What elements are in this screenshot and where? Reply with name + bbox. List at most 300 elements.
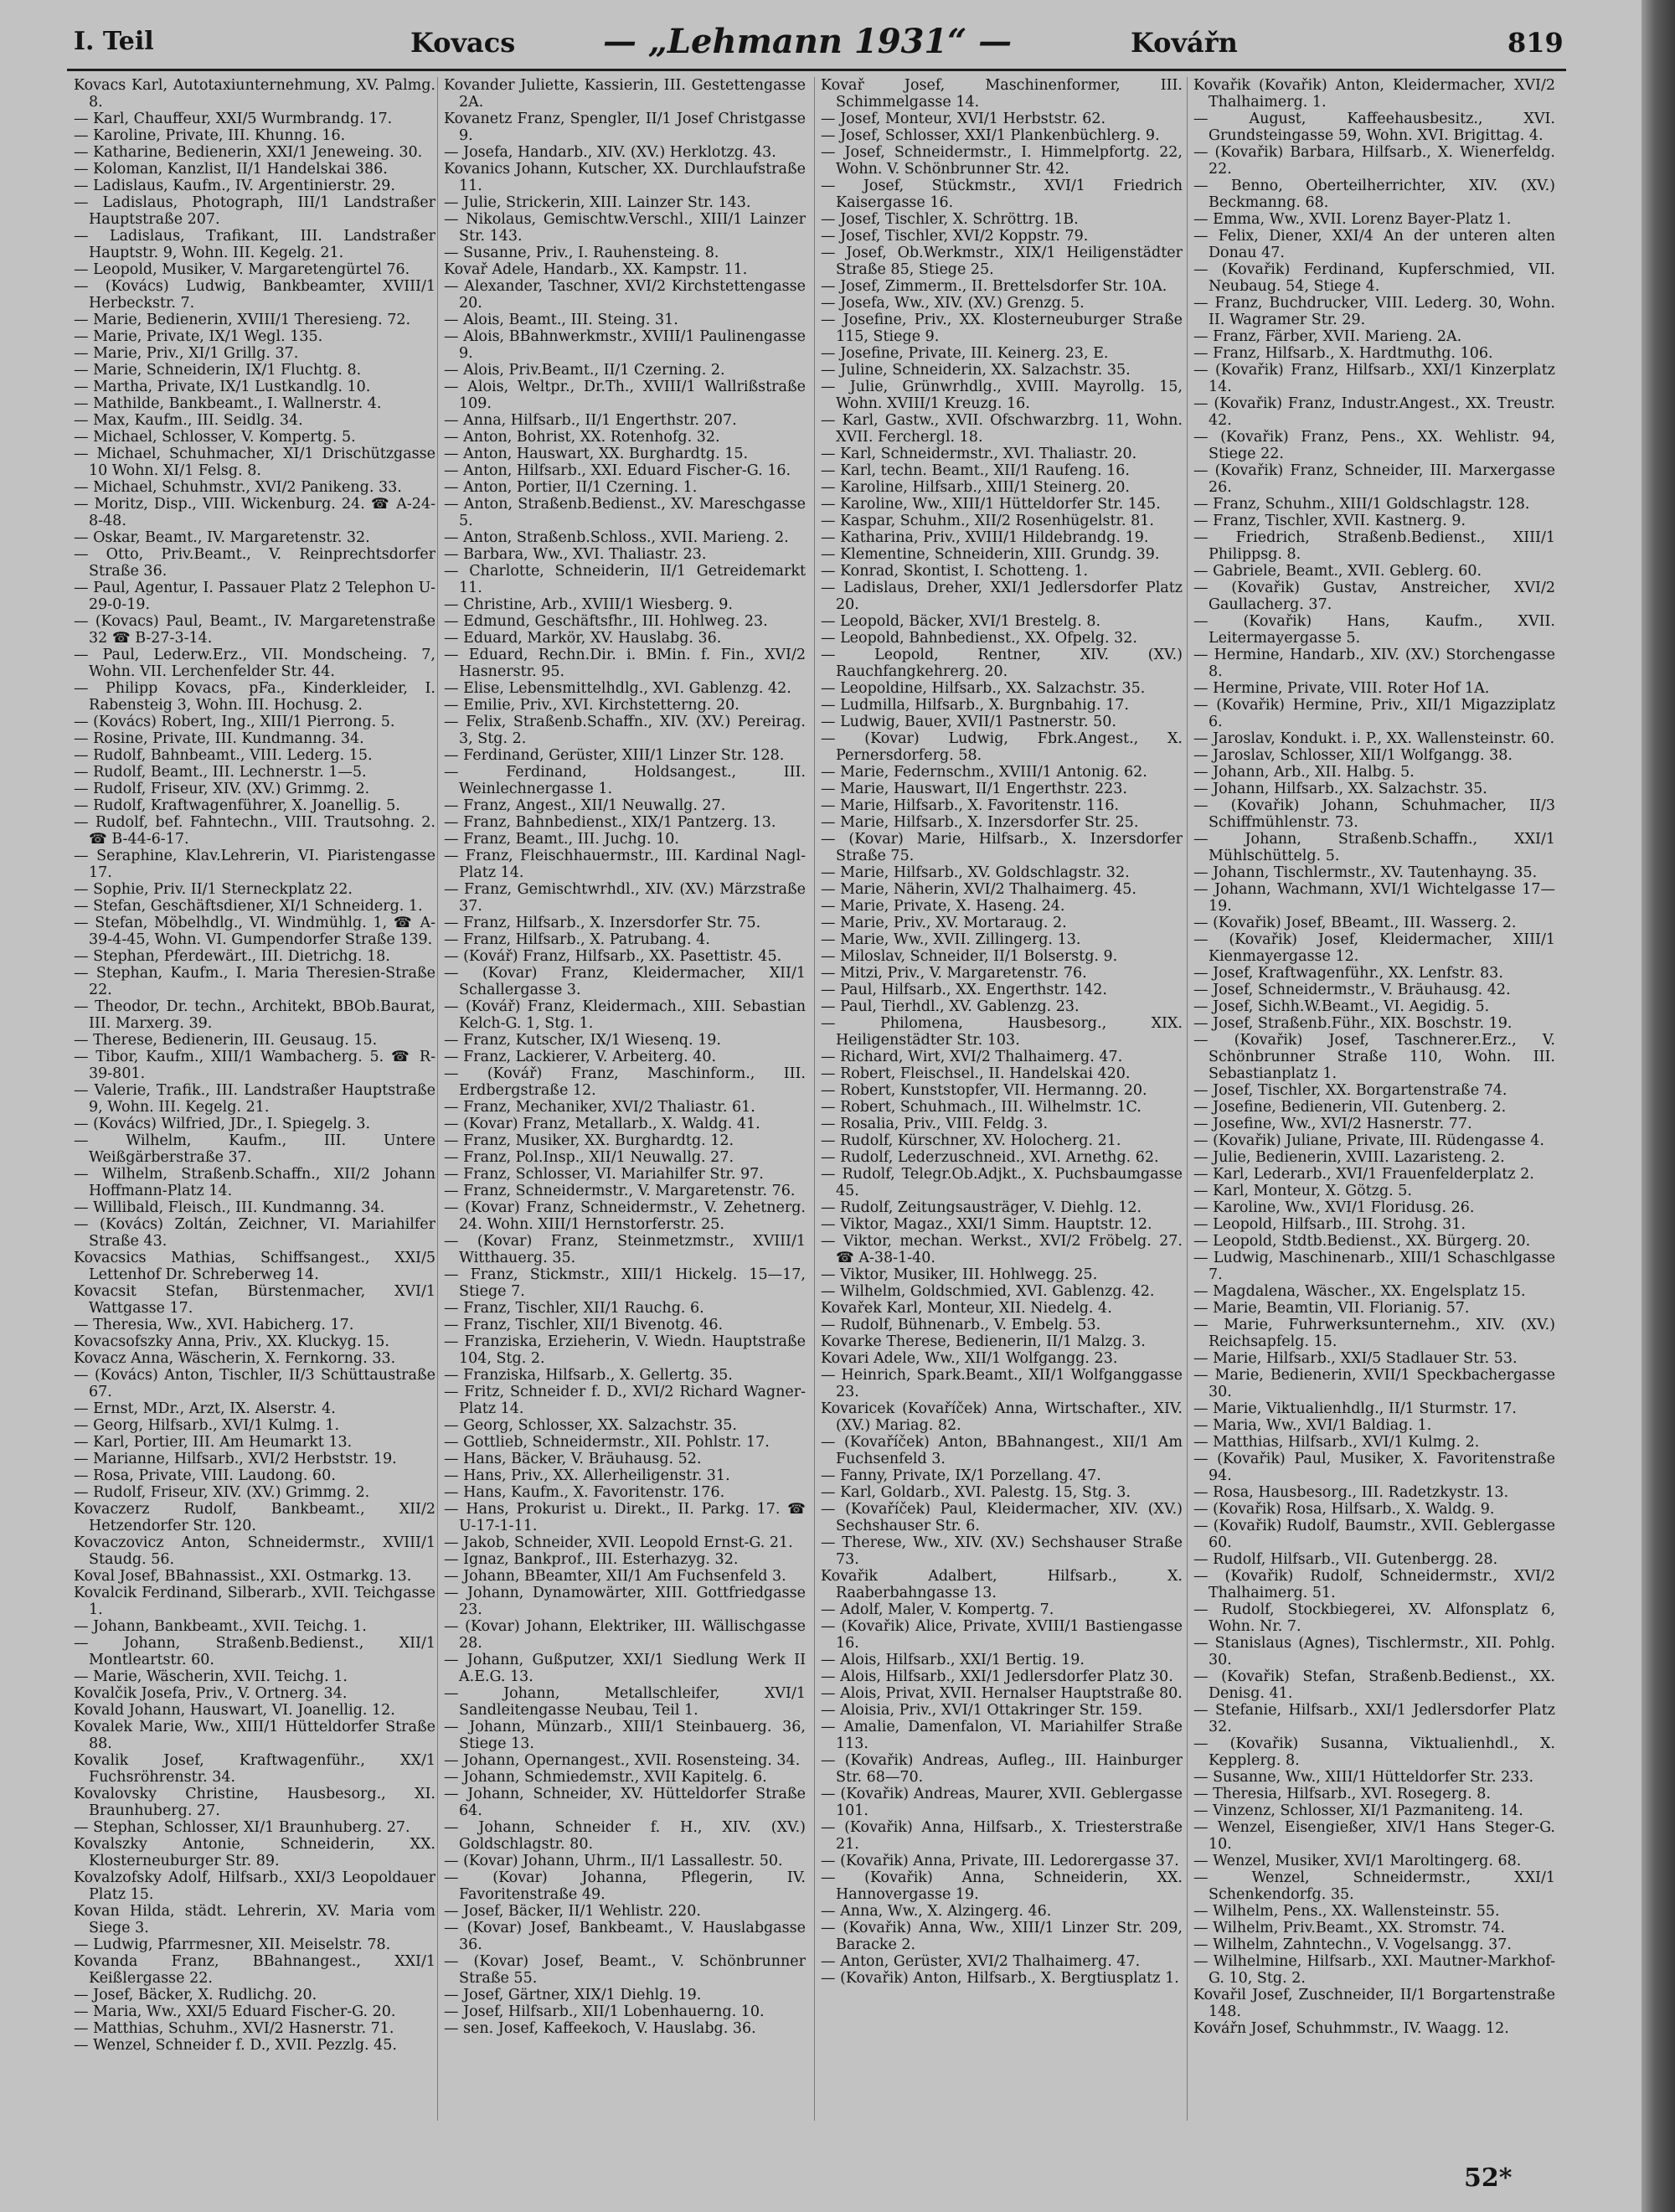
directory-entry: — Anna, Hilfsarb., II/1 Engerthstr. 207. bbox=[444, 412, 737, 429]
directory-entry: — (Kovařik) Hans, Kaufm., XVII. Leitermayergasse 5. bbox=[1193, 613, 1555, 647]
directory-entry: — Gabriele, Beamt., XVII. Geblerg. 60. bbox=[1193, 563, 1482, 580]
directory-entry: — (Kovács) Anton, Tischler, II/3 Schüttaustraße 67. bbox=[74, 1367, 436, 1400]
directory-entry: — Edmund, Geschäftsfhr., III. Hohlweg. 23. bbox=[444, 613, 768, 630]
directory-entry: — Johann, Schmiedemstr., XVII Kapitelg. 6. bbox=[444, 1769, 767, 1786]
directory-entry: Kovařik (Kovařik) Anton, Kleidermacher, XVI/2 Thalhaimerg. 1. bbox=[1193, 77, 1555, 111]
directory-entry: — Eduard, Markör, XV. Hauslabg. 36. bbox=[444, 630, 722, 647]
directory-entry: — Karoline, Hilfsarb., XIII/1 Steinerg. 20. bbox=[821, 479, 1130, 496]
directory-entry: — Karl, Monteur, X. Götzg. 5. bbox=[1193, 1183, 1412, 1199]
directory-entry: — Marie, Bedienerin, XVII/1 Speckbachergasse 30. bbox=[1193, 1367, 1555, 1400]
directory-entry: — Ignaz, Bankprof., III. Esterhazyg. 32. bbox=[444, 1551, 739, 1568]
directory-entry: — Johann, Wachmann, XVI/1 Wichtelgasse 17—19. bbox=[1193, 881, 1555, 915]
directory-entry: — Marie, Hilfsarb., XV. Goldschlagstr. 32. bbox=[821, 864, 1130, 881]
directory-entry: — Rosine, Private, III. Kundmanng. 34. bbox=[74, 730, 364, 747]
directory-entry: Kovarke Therese, Bedienerin, II/1 Malzg. 3. bbox=[821, 1333, 1146, 1350]
directory-entry: — Franz, Hilfsarb., X. Inzersdorfer Str. 75. bbox=[444, 915, 761, 931]
directory-entry: — (Kovařik) Josef, Kleidermacher, XIII/1 Kienmayergasse 12. bbox=[1193, 931, 1555, 965]
directory-entry: Kovanics Johann, Kutscher, XX. Durchlaufstraße 11. bbox=[444, 161, 806, 194]
directory-entry: — Gottlieb, Schneidermstr., XII. Pohlstr. 17. bbox=[444, 1434, 770, 1451]
directory-entry: — Mathilde, Bankbeamt., I. Wallnerstr. 4. bbox=[74, 395, 382, 412]
directory-entry: — (Kovács) Robert, Ing., XIII/1 Pierrong. 5. bbox=[74, 714, 395, 730]
directory-entry: — Franz, Tischler, XII/1 Rauchg. 6. bbox=[444, 1300, 704, 1317]
directory-entry: — Marie, Priv., XV. Mortaraug. 2. bbox=[821, 915, 1067, 931]
directory-entry: — (Kovář) Franz, Hilfsarb., XX. Pasettistr. 45. bbox=[444, 948, 782, 965]
directory-entry: — Fritz, Schneider f. D., XVI/2 Richard Wagner-Platz 14. bbox=[444, 1384, 806, 1417]
directory-entry: — Alois, Hilfsarb., XXI/1 Bertig. 19. bbox=[821, 1652, 1085, 1668]
directory-entry: — Koloman, Kanzlist, II/1 Handelskai 386. bbox=[74, 161, 388, 178]
directory-entry: — Felix, Diener, XXI/4 An der unteren alten Donau 47. bbox=[1193, 228, 1555, 261]
directory-entry: — Marie, Viktualienhdlg., II/1 Sturmstr. 17. bbox=[1193, 1400, 1517, 1417]
directory-entry: — (Kovaříček) Anton, BBahnangest., XII/1 Am Fuchsenfeld 3. bbox=[821, 1434, 1183, 1467]
page-header bbox=[67, 22, 1564, 62]
directory-entry: — Paul, Tierhdl., XV. Gablenzg. 23. bbox=[821, 998, 1080, 1015]
directory-entry: — Alois, Weltpr., Dr.Th., XVIII/1 Wallrißstraße 109. bbox=[444, 379, 806, 412]
directory-entry: — Hans, Prokurist u. Direkt., II. Parkg. 17. ☎ U-17-1-11. bbox=[444, 1501, 806, 1534]
directory-entry: — Ladislaus, Dreher, XXI/1 Jedlersdorfer Platz 20. bbox=[821, 580, 1183, 613]
directory-entry: — Franziska, Hilfsarb., X. Gellertg. 35. bbox=[444, 1367, 733, 1384]
directory-entry: — Jaroslav, Schlosser, XII/1 Wolfgangg. 38. bbox=[1193, 747, 1513, 764]
directory-entry: — Georg, Schlosser, XX. Salzachstr. 35. bbox=[444, 1417, 737, 1434]
directory-entry: — Rudolf, bef. Fahntechn., VIII. Trautsohng. 2. ☎ B-44-6-17. bbox=[74, 814, 436, 848]
directory-entry: — Rudolf, Telegr.Ob.Adjkt., X. Puchsbaumgasse 45. bbox=[821, 1166, 1183, 1199]
directory-entry: — Rudolf, Hilfsarb., VII. Gutenbergg. 28. bbox=[1193, 1551, 1498, 1568]
directory-entry: — Leopold, Stdtb.Bedienst., XX. Bürgerg. 20. bbox=[1193, 1233, 1531, 1250]
directory-entry: Kovacs Karl, Autotaxiunternehmung, XV. Palmg. 8. bbox=[74, 77, 436, 111]
directory-entry: — Franz, Schuhm., XIII/1 Goldschlagstr. 128. bbox=[1193, 496, 1530, 513]
directory-entry: — Karl, Portier, III. Am Heumarkt 13. bbox=[74, 1434, 353, 1451]
directory-entry: — Theodor, Dr. techn., Architekt, BBOb.Baurat, III. Marxerg. 39. bbox=[74, 998, 436, 1032]
directory-entry: — August, Kaffeehausbesitz., XVI. Grundsteingasse 59, Wohn. XVI. Brigittag. 4. bbox=[1193, 111, 1555, 144]
directory-entry: — Klementine, Schneiderin, XIII. Grundg. 39. bbox=[821, 546, 1160, 563]
directory-entry: — Willibald, Fleisch., III. Kundmanng. 34. bbox=[74, 1199, 385, 1216]
directory-entry: — Julie, Grünwrhdlg., XVIII. Mayrollg. 15, Wohn. XVIII/1 Kreuzg. 16. bbox=[821, 379, 1183, 412]
directory-entry: — Richard, Wirt, XVI/2 Thalhaimerg. 47. bbox=[821, 1049, 1123, 1065]
directory-entry: Kovářn Josef, Schuhmmstr., IV. Waagg. 12. bbox=[1193, 2020, 1509, 2037]
directory-entry: — Marie, Private, X. Haseng. 24. bbox=[821, 898, 1065, 915]
directory-entry: — Marie, Fuhrwerksunternehm., XIV. (XV.) Reichsapfelg. 15. bbox=[1193, 1317, 1555, 1350]
directory-entry: Kovaczovicz Anton, Schneidermstr., XVIII/1 Staudg. 56. bbox=[74, 1534, 436, 1568]
directory-entry: — Johann, Metallschleifer, XVI/1 Sandleitengasse Neubau, Teil 1. bbox=[444, 1685, 806, 1719]
directory-entry: — Franz, Tischler, XVII. Kastnerg. 9. bbox=[1193, 513, 1466, 529]
directory-entry: — Franz, Stickmstr., XIII/1 Hickelg. 15—17, Stiege 7. bbox=[444, 1266, 806, 1300]
directory-entry: — Valerie, Trafik., III. Landstraßer Hauptstraße 9, Wohn. III. Kegelg. 21. bbox=[74, 1082, 436, 1116]
directory-entry: — Heinrich, Spark.Beamt., XII/1 Wolfganggasse 23. bbox=[821, 1367, 1183, 1400]
page-number: 819 bbox=[1508, 27, 1564, 59]
directory-entry: — (Kovács) Zoltán, Zeichner, VI. Mariahilfer Straße 43. bbox=[74, 1216, 436, 1250]
directory-entry: — Alois, BBahnwerkmstr., XVIII/1 Paulinengasse 9. bbox=[444, 328, 806, 362]
directory-entry: — Franz, Tischler, XII/1 Bivenotg. 46. bbox=[444, 1317, 724, 1333]
directory-entry: — Rudolf, Beamt., III. Lechnerstr. 1—5. bbox=[74, 764, 367, 781]
directory-entry: — (Kovařik) Rosa, Hilfsarb., X. Waldg. 9. bbox=[1193, 1501, 1495, 1518]
column-divider bbox=[814, 77, 815, 2121]
directory-entry: — Wenzel, Schneidermstr., XXI/1 Schenkendorfg. 35. bbox=[1193, 1869, 1555, 1903]
directory-entry: — Josef, Bäcker, X. Rudlichg. 20. bbox=[74, 1987, 317, 2003]
directory-entry: — Hans, Kaufm., X. Favoritenstr. 176. bbox=[444, 1484, 725, 1501]
directory-entry: Kovan Hilda, städt. Lehrerin, XV. Maria vom Siege 3. bbox=[74, 1903, 436, 1936]
directory-entry: — Rudolf, Bühnenarb., V. Embelg. 53. bbox=[821, 1317, 1101, 1333]
directory-entry: — Marie, Ww., XVII. Zillingerg. 13. bbox=[821, 931, 1081, 948]
directory-entry: — (Kovar) Johanna, Pflegerin, IV. Favoritenstraße 49. bbox=[444, 1869, 806, 1903]
directory-entry: Kovalszky Antonie, Schneiderin, XX. Klosterneuburger Str. 89. bbox=[74, 1836, 436, 1869]
directory-entry: — Anna, Ww., X. Alzingerg. 46. bbox=[821, 1903, 1052, 1920]
directory-entry: — Josefine, Ww., XVI/2 Hasnerstr. 77. bbox=[1193, 1116, 1472, 1132]
directory-entry: — (Kovar) Josef, Beamt., V. Schönbrunner Straße 55. bbox=[444, 1953, 806, 1987]
column-1 bbox=[74, 77, 436, 2121]
directory-entry: — Stefanie, Hilfsarb., XXI/1 Jedlersdorfer Platz 32. bbox=[1193, 1702, 1555, 1735]
directory-entry: — Rudolf, Kraftwagenführer, X. Joanellig. 5. bbox=[74, 797, 400, 814]
directory-entry: — Anton, Hilfsarb., XXI. Eduard Fischer-G. 16. bbox=[444, 462, 791, 479]
directory-entry: — Johann, Gußputzer, XXI/1 Siedlung Werk II A.E.G. 13. bbox=[444, 1652, 806, 1685]
directory-entry: Kovařil Josef, Zuschneider, II/1 Borgartenstraße 148. bbox=[1193, 1987, 1555, 2020]
directory-entry: — Josef, Tischler, XX. Borgartenstraße 74. bbox=[1193, 1082, 1508, 1099]
directory-entry: — Sophie, Priv. II/1 Sterneckplatz 22. bbox=[74, 881, 353, 898]
directory-entry: — (Kovar) Franz, Steinmetzmstr., XVIII/1 Witthauerg. 35. bbox=[444, 1233, 806, 1266]
directory-entry: — Alois, Privat, XVII. Hernalser Hauptstraße 80. bbox=[821, 1685, 1183, 1702]
directory-entry: — (Kovar) Josef, Bankbeamt., V. Hauslabgasse 36. bbox=[444, 1920, 806, 1953]
directory-entry: — Max, Kaufm., III. Seidlg. 34. bbox=[74, 412, 303, 429]
directory-entry: Kovalek Marie, Ww., XIII/1 Hütteldorfer Straße 88. bbox=[74, 1719, 436, 1752]
directory-entry: Kovalčik Josefa, Priv., V. Ortnerg. 34. bbox=[74, 1685, 348, 1702]
directory-entry: — Rosa, Hausbesorg., III. Radetzkystr. 13. bbox=[1193, 1484, 1509, 1501]
directory-entry: — Johann, Straßenb.Schaffn., XXI/1 Mühlschüttelg. 5. bbox=[1193, 831, 1555, 864]
directory-entry: — Susanne, Priv., I. Rauhensteing. 8. bbox=[444, 245, 719, 261]
directory-entry: — Alois, Beamt., III. Steing. 31. bbox=[444, 312, 678, 328]
directory-entry: — Leopold, Bäcker, XVI/1 Brestelg. 8. bbox=[821, 613, 1101, 630]
directory-entry: — (Kovařik) Alice, Private, XVIII/1 Bastiengasse 16. bbox=[821, 1618, 1183, 1652]
directory-entry: — Johann, BBeamter, XII/1 Am Fuchsenfeld 3. bbox=[444, 1568, 786, 1585]
directory-entry: — Marie, Beamtin, VII. Florianig. 57. bbox=[1193, 1300, 1470, 1317]
directory-entry: Kovacsics Mathias, Schiffsangest., XXI/5 Lettenhof Dr. Schreberweg 14. bbox=[74, 1250, 436, 1283]
directory-entry: — Wenzel, Eisengießer, XIV/1 Hans Steger-G. 10. bbox=[1193, 1819, 1555, 1853]
directory-entry: — Christine, Arb., XVIII/1 Wiesberg. 9. bbox=[444, 596, 733, 613]
directory-entry: — Jakob, Schneider, XVII. Leopold Ernst-G. 21. bbox=[444, 1534, 793, 1551]
directory-entry: — Josefine, Private, III. Keinerg. 23, E. bbox=[821, 345, 1109, 362]
directory-entry: — Marie, Hilfsarb., XXI/5 Stadlauer Str. 53. bbox=[1193, 1350, 1518, 1367]
directory-entry: — Franz, Schneidermstr., V. Margaretenstr. 76. bbox=[444, 1183, 796, 1199]
directory-entry: Koval Josef, BBahnassist., XXI. Ostmarkg. 13. bbox=[74, 1568, 412, 1585]
directory-entry: Kovař Adele, Handarb., XX. Kampstr. 11. bbox=[444, 261, 748, 278]
directory-entry: — Marie, Bedienerin, XVIII/1 Theresieng. 72. bbox=[74, 312, 411, 328]
directory-entry: — Katharina, Priv., XVIII/1 Hildebrandg. 19. bbox=[821, 529, 1149, 546]
directory-entry: — Theresia, Ww., XVI. Habicherg. 17. bbox=[74, 1317, 354, 1333]
directory-entry: — (Kovar) Johann, Uhrm., II/1 Lassallestr. 50. bbox=[444, 1853, 783, 1869]
directory-entry: — (Kovařik) Franz, Hilfsarb., XXI/1 Kinzerplatz 14. bbox=[1193, 362, 1555, 395]
directory-entry: — Stanislaus (Agnes), Tischlermstr., XII. Pohlg. 30. bbox=[1193, 1635, 1555, 1668]
directory-entry: — (Kovařik) Juliane, Private, III. Rüdengasse 4. bbox=[1193, 1132, 1544, 1149]
directory-entry: — (Kovařik) Stefan, Straßenb.Bedienst., XX. Denisg. 41. bbox=[1193, 1668, 1555, 1702]
directory-entry: — Josefine, Priv., XX. Klosterneuburger Straße 115, Stiege 9. bbox=[821, 312, 1183, 345]
directory-entry: — Leopold, Hilfsarb., III. Strohg. 31. bbox=[1193, 1216, 1466, 1233]
directory-entry: Kovacz Anna, Wäscherin, X. Fernkorng. 33. bbox=[74, 1350, 396, 1367]
directory-entry: — Josef, Straßenb.Führ., XIX. Boschstr. 19. bbox=[1193, 1015, 1513, 1032]
directory-entry: — Ludmilla, Hilfsarb., X. Burgnbahig. 17. bbox=[821, 697, 1129, 714]
directory-entry: — Wilhelmine, Hilfsarb., XXI. Mautner-Markhof-G. 10, Stg. 2. bbox=[1193, 1953, 1555, 1987]
directory-entry: — Benno, Oberteilherrichter, XIV. (XV.) Beckmanng. 68. bbox=[1193, 178, 1555, 211]
directory-entry: — (Kovařik) Anna, Private, III. Ledorergasse 37. bbox=[821, 1853, 1179, 1869]
directory-entry: — Rosalia, Priv., VIII. Feldg. 3. bbox=[821, 1116, 1049, 1132]
directory-entry: Kovařek Karl, Monteur, XII. Niedelg. 4. bbox=[821, 1300, 1112, 1317]
directory-entry: — Moritz, Disp., VIII. Wickenburg. 24. ☎ A-24-8-48. bbox=[74, 496, 436, 529]
directory-entry: — Ludwig, Bauer, XVII/1 Pastnerstr. 50. bbox=[821, 714, 1116, 730]
directory-entry: — Barbara, Ww., XVI. Thaliastr. 23. bbox=[444, 546, 707, 563]
directory-entry: — Josef, Schlosser, XXI/1 Plankenbüchlerg. 9. bbox=[821, 127, 1160, 144]
directory-entry: — Ludwig, Maschinenarb., XIII/1 Schaschlgasse 7. bbox=[1193, 1250, 1555, 1283]
directory-entry: — (Kovařik) Josef, BBeamt., III. Wasserg. 2. bbox=[1193, 915, 1517, 931]
column-divider bbox=[1187, 77, 1188, 2121]
directory-entry: — Juline, Schneiderin, XX. Salzachstr. 35. bbox=[821, 362, 1131, 379]
book-edge bbox=[1642, 0, 1675, 2212]
directory-entry: — (Kovařik) Franz, Pens., XX. Wehlistr. 94, Stiege 22. bbox=[1193, 429, 1555, 462]
directory-entry: — (Kovar) Ludwig, Fbrk.Angest., X. Pernersdorferg. 58. bbox=[821, 730, 1183, 764]
directory-entry: — (Kovacs) Paul, Beamt., IV. Margaretenstraße 32 ☎ B-27-3-14. bbox=[74, 613, 436, 647]
directory-entry: — Johann, Schneider, XV. Hütteldorfer Straße 64. bbox=[444, 1786, 806, 1819]
directory-entry: — (Kovařik) Franz, Schneider, III. Marxergasse 26. bbox=[1193, 462, 1555, 496]
directory-entry: — Miloslav, Schneider, II/1 Bolserstg. 9. bbox=[821, 948, 1118, 965]
directory-entry: — Rudolf, Lederzuschneid., XVI. Arnethg. 62. bbox=[821, 1149, 1159, 1166]
directory-entry: — (Kovács) Ludwig, Bankbeamter, XVIII/1 Herbeckstr. 7. bbox=[74, 278, 436, 312]
directory-entry: Kovander Juliette, Kassierin, III. Gestettengasse 2A. bbox=[444, 77, 806, 111]
directory-entry: — (Kovařik) Anna, Ww., XIII/1 Linzer Str. 209, Baracke 2. bbox=[821, 1920, 1183, 1953]
directory-entry: — Rosa, Private, VIII. Laudong. 60. bbox=[74, 1467, 336, 1484]
directory-entry: — Karl, Gastw., XVII. Ofschwarzbrg. 11, Wohn. XVII. Ferchergl. 18. bbox=[821, 412, 1183, 446]
directory-entry: — Marie, Hilfsarb., X. Favoritenstr. 116. bbox=[821, 797, 1120, 814]
directory-entry: — Karl, Schneidermstr., XVI. Thaliastr. 20. bbox=[821, 446, 1137, 462]
directory-entry: — Franz, Bahnbedienst., XIX/1 Pantzerg. 13. bbox=[444, 814, 776, 831]
directory-entry: — Ladislaus, Trafikant, III. Landstraßer Hauptstr. 9, Wohn. III. Kegelg. 21. bbox=[74, 228, 436, 261]
directory-entry: — Alois, Hilfsarb., XXI/1 Jedlersdorfer Platz 30. bbox=[821, 1668, 1173, 1685]
directory-entry: — (Kovařik) Johann, Schuhmacher, II/3 Schiffmühlenstr. 73. bbox=[1193, 797, 1555, 831]
directory-entry: — Stefan, Möbelhdlg., VI. Windmühlg. 1, ☎ A-39-4-45, Wohn. VI. Gumpendorfer Straße 139. bbox=[74, 915, 436, 948]
directory-entry: — Robert, Fleischsel., II. Handelskai 420. bbox=[821, 1065, 1131, 1082]
directory-entry: — Karl, Lederarb., XVI/1 Frauenfelderplatz 2. bbox=[1193, 1166, 1534, 1183]
sheet-signature: 52* bbox=[1464, 2163, 1513, 2193]
directory-entry: — Martha, Private, IX/1 Lustkandlg. 10. bbox=[74, 379, 371, 395]
directory-entry: — Franz, Hilfsarb., X. Hardtmuthg. 106. bbox=[1193, 345, 1493, 362]
directory-entry: — Magdalena, Wäscher., XX. Engelsplatz 15. bbox=[1193, 1283, 1526, 1300]
directory-entry: — (Kovařik) Anna, Schneiderin, XX. Hannovergasse 19. bbox=[821, 1869, 1183, 1903]
directory-entry: — Rudolf, Friseur, XIV. (XV.) Grimmg. 2. bbox=[74, 781, 370, 797]
directory-entry: — Karl, techn. Beamt., XII/1 Raufeng. 16. bbox=[821, 462, 1130, 479]
directory-entry: Kovacsofszky Anna, Priv., XX. Kluckyg. 15. bbox=[74, 1333, 389, 1350]
header-rule bbox=[67, 69, 1566, 71]
directory-entry: — Wenzel, Musiker, XVI/1 Maroltingerg. 68. bbox=[1193, 1853, 1522, 1869]
directory-entry: — Franz, Kutscher, IX/1 Wiesenq. 19. bbox=[444, 1032, 721, 1049]
directory-entry: — (Kovařik) Rudolf, Baumstr., XVII. Geblergasse 60. bbox=[1193, 1518, 1555, 1551]
directory-entry: — Karoline, Ww., XIII/1 Hütteldorfer Str. 145. bbox=[821, 496, 1161, 513]
directory-entry: — Alexander, Taschner, XVI/2 Kirchstettengasse 20. bbox=[444, 278, 806, 312]
directory-entry: — (Kovařik) Paul, Musiker, X. Favoritenstraße 94. bbox=[1193, 1451, 1555, 1484]
directory-entry: — Konrad, Skontist, I. Schotteng. 1. bbox=[821, 563, 1089, 580]
directory-entry: — Marie, Wäscherin, XVII. Teichg. 1. bbox=[74, 1668, 348, 1685]
directory-entry: Kovald Johann, Hauswart, VI. Joanellig. 12. bbox=[74, 1702, 395, 1719]
directory-entry: — Anton, Bohrist, XX. Rotenhofg. 32. bbox=[444, 429, 720, 446]
directory-entry: — Franz, Hilfsarb., X. Patrubang. 4. bbox=[444, 931, 710, 948]
directory-entry: — Ludwig, Pfarrmesner, XII. Meiselstr. 78. bbox=[74, 1936, 391, 1953]
directory-entry: — Philipp Kovacs, pFa., Kinderkleider, I. Rabensteig 3, Wohn. III. Hochusg. 2. bbox=[74, 680, 436, 714]
directory-entry: — Viktor, Musiker, III. Hohlwegg. 25. bbox=[821, 1266, 1098, 1283]
directory-entry: — Rudolf, Bahnbeamt., VIII. Lederg. 15. bbox=[74, 747, 373, 764]
header-title: — „Lehmann 1931“ — bbox=[603, 22, 1013, 61]
directory-entry: — Marie, Hauswart, II/1 Engerthstr. 223. bbox=[821, 781, 1127, 797]
directory-entry: — Therese, Bedienerin, III. Geusaug. 15. bbox=[74, 1032, 378, 1049]
directory-entry: Kovalik Josef, Kraftwagenführ., XX/1 Fuchsröhrenstr. 34. bbox=[74, 1752, 436, 1786]
directory-entry: — Michael, Schuhmstr., XVI/2 Panikeng. 33. bbox=[74, 479, 402, 496]
directory-entry: — Josefa, Ww., XIV. (XV.) Grenzg. 5. bbox=[821, 295, 1085, 312]
directory-entry: — Anton, Hauswart, XX. Burghardtg. 15. bbox=[444, 446, 749, 462]
directory-entry: — Josef, Tischler, X. Schröttrg. 1B. bbox=[821, 211, 1079, 228]
directory-entry: — Josef, Stückmstr., XVI/1 Friedrich Kaisergasse 16. bbox=[821, 178, 1183, 211]
directory-entry: — Franz, Lackierer, V. Arbeiterg. 40. bbox=[444, 1049, 717, 1065]
directory-entry: — Elise, Lebensmittelhdlg., XVI. Gablenzg. 42. bbox=[444, 680, 791, 697]
directory-entry: Kovařik Adalbert, Hilfsarb., X. Raaberbahngasse 13. bbox=[821, 1568, 1183, 1601]
directory-entry: — Mitzi, Priv., V. Margaretenstr. 76. bbox=[821, 965, 1087, 982]
column-4 bbox=[1193, 77, 1555, 2121]
header-left-word: Kovacs bbox=[410, 27, 516, 59]
directory-entry: Kovař Josef, Maschinenformer, III. Schimmelgasse 14. bbox=[821, 77, 1183, 111]
directory-entry: — (Kovar) Marie, Hilfsarb., X. Inzersdorfer Straße 75. bbox=[821, 831, 1183, 864]
directory-entry: — Adolf, Maler, V. Kompertg. 7. bbox=[821, 1601, 1054, 1618]
part-label: I. Teil bbox=[74, 27, 154, 56]
column-divider bbox=[437, 77, 438, 2121]
directory-entry: — (Kovařik) Susanna, Viktualienhdl., X. Kepplerg. 8. bbox=[1193, 1735, 1555, 1769]
directory-entry: — Leopold, Rentner, XIV. (XV.) Rauchfangkehrerg. 20. bbox=[821, 647, 1183, 680]
directory-entry: Kovalcik Ferdinand, Silberarb., XVII. Teichgasse 1. bbox=[74, 1585, 436, 1618]
directory-entry: — Marie, Hilfsarb., X. Inzersdorfer Str. 25. bbox=[821, 814, 1139, 831]
directory-entry: — Johann, Dynamowärter, XIII. Gottfriedgasse 23. bbox=[444, 1585, 806, 1618]
directory-entry: — Anton, Portier, II/1 Czerning. 1. bbox=[444, 479, 698, 496]
directory-entry: — Franz, Schlosser, VI. Mariahilfer Str. 97. bbox=[444, 1166, 764, 1183]
directory-entry: — Julie, Bedienerin, XVIII. Lazaristeng. 2. bbox=[1193, 1149, 1505, 1166]
directory-entry: — Alois, Priv.Beamt., II/1 Czerning. 2. bbox=[444, 362, 725, 379]
directory-entry: — Fanny, Private, IX/1 Porzellang. 47. bbox=[821, 1467, 1101, 1484]
directory-entry: Kovaricek (Kovaříček) Anna, Wirtschafter., XIV. (XV.) Mariag. 82. bbox=[821, 1400, 1183, 1434]
directory-entry: — Rudolf, Zeitungsausträger, V. Diehlg. 12. bbox=[821, 1199, 1142, 1216]
directory-entry: — (Kovács) Wilfried, JDr., I. Spiegelg. 3. bbox=[74, 1116, 371, 1132]
directory-entry: — Viktor, mechan. Werkst., XVI/2 Fröbelg. 27. ☎ A-38-1-40. bbox=[821, 1233, 1183, 1266]
directory-entry: — (Kovařik) Andreas, Maurer, XVII. Geblergasse 101. bbox=[821, 1786, 1183, 1819]
header-right-word: Kovářn bbox=[1131, 27, 1238, 59]
directory-entry: — Anton, Gerüster, XVI/2 Thalhaimerg. 47. bbox=[821, 1953, 1141, 1970]
directory-entry: Kovalzofsky Adolf, Hilfsarb., XXI/3 Leopoldauer Platz 15. bbox=[74, 1869, 436, 1903]
directory-entry: — Julie, Strickerin, XIII. Lainzer Str. 143. bbox=[444, 194, 751, 211]
directory-entry: — Katharine, Bedienerin, XXI/1 Jeneweing. 30. bbox=[74, 144, 423, 161]
directory-entry: — Friedrich, Straßenb.Bedienst., XIII/1 Philippsg. 8. bbox=[1193, 529, 1555, 563]
directory-entry: — (Kovařik) Rudolf, Schneidermstr., XVI/2 Thalhaimerg. 51. bbox=[1193, 1568, 1555, 1601]
directory-entry: — Ferdinand, Holdsangest., III. Weinlechnergasse 1. bbox=[444, 764, 806, 797]
directory-entry: — (Kovařik) Anton, Hilfsarb., X. Bergtiusplatz 1. bbox=[821, 1970, 1179, 1987]
directory-entry: — (Kovar) Johann, Elektriker, III. Wällischgasse 28. bbox=[444, 1618, 806, 1652]
directory-entry: — Robert, Kunststopfer, VII. Hermanng. 20. bbox=[821, 1082, 1147, 1099]
directory-entry: — Rudolf, Stockbiegerei, XV. Alfonsplatz 6, Wohn. Nr. 7. bbox=[1193, 1601, 1555, 1635]
directory-entry: — Johann, Münzarb., XIII/1 Steinbauerg. 36, Stiege 13. bbox=[444, 1719, 806, 1752]
directory-entry: — Hermine, Handarb., XIV. (XV.) Storchengasse 8. bbox=[1193, 647, 1555, 680]
directory-entry: — Josef, Schneidermstr., V. Bräuhausg. 42. bbox=[1193, 982, 1511, 998]
directory-entry: — Eduard, Rechn.Dir. i. BMin. f. Fin., XVI/2 Hasnerstr. 95. bbox=[444, 647, 806, 680]
directory-entry: — Franz, Mechaniker, XVI/2 Thaliastr. 61. bbox=[444, 1099, 755, 1116]
directory-entry: — Paul, Agentur, I. Passauer Platz 2 Telephon U-29-0-19. bbox=[74, 580, 436, 613]
directory-entry: — Otto, Priv.Beamt., V. Reinprechtsdorfer Straße 36. bbox=[74, 546, 436, 580]
directory-entry: — (Kovář) Franz, Kleidermach., XIII. Sebastian Kelch-G. 1, Stg. 1. bbox=[444, 998, 806, 1032]
directory-entry: — Vinzenz, Schlosser, XI/1 Pazmaniteng. 14. bbox=[1193, 1802, 1523, 1819]
directory-entry: — Paul, Hilfsarb., XX. Engerthstr. 142. bbox=[821, 982, 1107, 998]
directory-entry: — Ferdinand, Gerüster, XIII/1 Linzer Str. 128. bbox=[444, 747, 785, 764]
directory-entry: — Stephan, Kaufm., I. Maria Theresien-Straße 22. bbox=[74, 965, 436, 998]
directory-entry: — (Kovařik) Ferdinand, Kupferschmied, VII. Neubaug. 54, Stiege 4. bbox=[1193, 261, 1555, 295]
directory-entry: — Felix, Straßenb.Schaffn., XIV. (XV.) Pereirag. 3, Stg. 2. bbox=[444, 714, 806, 747]
directory-entry: — Hans, Bäcker, V. Bräuhausg. 52. bbox=[444, 1451, 702, 1467]
directory-entry: — Seraphine, Klav.Lehrerin, VI. Piaristengasse 17. bbox=[74, 848, 436, 881]
directory-entry: — Wilhelm, Priv.Beamt., XX. Stromstr. 74. bbox=[1193, 1920, 1505, 1936]
directory-entry: — Matthias, Schuhm., XVI/2 Hasnerstr. 71. bbox=[74, 2020, 394, 2037]
directory-entry: — Marie, Schneiderin, IX/1 Fluchtg. 8. bbox=[74, 362, 362, 379]
directory-entry: Kovanetz Franz, Spengler, II/1 Josef Christgasse 9. bbox=[444, 111, 806, 144]
directory-entry: — Wenzel, Schneider f. D., XVII. Pezzlg. 45. bbox=[74, 2037, 397, 2054]
directory-entry: — Wilhelm, Straßenb.Schaffn., XII/2 Johann Hoffmann-Platz 14. bbox=[74, 1166, 436, 1199]
directory-entry: — Franz, Fleischhauermstr., III. Kardinal Nagl-Platz 14. bbox=[444, 848, 806, 881]
directory-entry: — Josef, Schneidermstr., I. Himmelpfortg. 22, Wohn. V. Schönbrunner Str. 42. bbox=[821, 144, 1183, 178]
directory-entry: — Josef, Zimmerm., II. Brettelsdorfer Str. 10A. bbox=[821, 278, 1167, 295]
directory-entry: — (Kovařik) Josef, Taschnerer.Erz., V. Schönbrunner Straße 110, Wohn. III. Sebastianplatz 1. bbox=[1193, 1032, 1555, 1082]
directory-entry: — Ernst, MDr., Arzt, IX. Alserstr. 4. bbox=[74, 1400, 336, 1417]
directory-entry: — Kaspar, Schuhm., XII/2 Rosenhügelstr. 81. bbox=[821, 513, 1154, 529]
directory-entry: — Nikolaus, Gemischtw.Verschl., XIII/1 Lainzer Str. 143. bbox=[444, 211, 806, 245]
directory-entry: — (Kovaříček) Paul, Kleidermacher, XIV. (XV.) Sechshauser Str. 6. bbox=[821, 1501, 1183, 1534]
directory-entry: — Rudolf, Kürschner, XV. Holocherg. 21. bbox=[821, 1132, 1121, 1149]
directory-entry: — Johann, Schneider f. H., XIV. (XV.) Goldschlagstr. 80. bbox=[444, 1819, 806, 1853]
directory-entry: — Hermine, Private, VIII. Roter Hof 1A. bbox=[1193, 680, 1490, 697]
directory-entry: — Michael, Schuhmacher, XI/1 Drischützgasse 10 Wohn. XI/1 Felsg. 8. bbox=[74, 446, 436, 479]
directory-entry: — (Kovář) Franz, Maschinform., III. Erdbergstraße 12. bbox=[444, 1065, 806, 1099]
directory-entry: — Robert, Schuhmach., III. Wilhelmstr. 1C. bbox=[821, 1099, 1142, 1116]
directory-entry: — (Kovařik) Anna, Hilfsarb., X. Triesterstraße 21. bbox=[821, 1819, 1183, 1853]
directory-entry: — Franz, Buchdrucker, VIII. Lederg. 30, Wohn. II. Wagramer Str. 29. bbox=[1193, 295, 1555, 328]
directory-entry: — Josef, Monteur, XVI/1 Herbststr. 62. bbox=[821, 111, 1106, 127]
directory-entry: Kovaczerz Rudolf, Bankbeamt., XII/2 Hetzendorfer Str. 120. bbox=[74, 1501, 436, 1534]
directory-entry: — (Kovařik) Andreas, Aufleg., III. Hainburger Str. 68—70. bbox=[821, 1752, 1183, 1786]
directory-entry: — Franziska, Erzieherin, V. Wiedn. Hauptstraße 104, Stg. 2. bbox=[444, 1333, 806, 1367]
directory-entry: — Josef, Bäcker, II/1 Wehlistr. 220. bbox=[444, 1903, 701, 1920]
directory-entry: — Josefa, Handarb., XIV. (XV.) Herklotzg. 43. bbox=[444, 144, 776, 161]
directory-entry: — Ladislaus, Kaufm., IV. Argentinierstr. 29. bbox=[74, 178, 395, 194]
directory-entry: — Amalie, Damenfalon, VI. Mariahilfer Straße 113. bbox=[821, 1719, 1183, 1752]
directory-entry: — Wilhelm, Goldschmied, XVI. Gablenzg. 42. bbox=[821, 1283, 1155, 1300]
directory-entry: — Karoline, Private, III. Khunng. 16. bbox=[74, 127, 346, 144]
directory-entry: — Karoline, Ww., XVI/1 Floridusg. 26. bbox=[1193, 1199, 1475, 1216]
directory-entry: — Philomena, Hausbesorg., XIX. Heiligenstädter Str. 103. bbox=[821, 1015, 1183, 1049]
directory-entry: — Wilhelm, Pens., XX. Wallensteinstr. 55. bbox=[1193, 1903, 1500, 1920]
directory-entry: — Marie, Priv., XI/1 Grillg. 37. bbox=[74, 345, 299, 362]
directory-entry: — Paul, Lederw.Erz., VII. Mondscheing. 7, Wohn. VII. Lerchenfelder Str. 44. bbox=[74, 647, 436, 680]
directory-entry: — Franz, Pol.Insp., XII/1 Neuwallg. 27. bbox=[444, 1149, 734, 1166]
column-2 bbox=[444, 77, 806, 2121]
directory-entry: — Josef, Kraftwagenführ., XX. Lenfstr. 83. bbox=[1193, 965, 1503, 982]
directory-entry: — Marie, Private, IX/1 Wegl. 135. bbox=[74, 328, 323, 345]
directory-entry: — Josef, Gärtner, XIX/1 Diehlg. 19. bbox=[444, 1987, 702, 2003]
directory-entry: — Oskar, Beamt., IV. Margaretenstr. 32. bbox=[74, 529, 370, 546]
directory-entry: — (Kovařik) Franz, Industr.Angest., XX. Treustr. 42. bbox=[1193, 395, 1555, 429]
directory-entry: — Wilhelm, Kaufm., III. Untere Weißgärberstraße 37. bbox=[74, 1132, 436, 1166]
column-3 bbox=[821, 77, 1183, 2121]
directory-entry: — (Kovar) Franz, Schneidermstr., V. Zehetnerg. 24. Wohn. XIII/1 Hernstorferstr. 25. bbox=[444, 1199, 806, 1233]
directory-entry: — Stephan, Pferdewärt., III. Dietrichg. 18. bbox=[74, 948, 390, 965]
directory-entry: — Karl, Chauffeur, XXI/5 Wurmbrandg. 17. bbox=[74, 111, 393, 127]
directory-entry: — (Kovařik) Barbara, Hilfsarb., X. Wienerfeldg. 22. bbox=[1193, 144, 1555, 178]
directory-entry: — Michael, Schlosser, V. Kompertg. 5. bbox=[74, 429, 356, 446]
directory-entry: — sen. Josef, Kaffeekoch, V. Hauslabg. 36. bbox=[444, 2020, 756, 2037]
directory-entry: — Theresia, Hilfsarb., XVI. Rosegerg. 8. bbox=[1193, 1786, 1491, 1802]
directory-entry: — Wilhelm, Zahntechn., V. Vogelsangg. 37. bbox=[1193, 1936, 1512, 1953]
directory-entry: — Johann, Arb., XII. Halbg. 5. bbox=[1193, 764, 1415, 781]
